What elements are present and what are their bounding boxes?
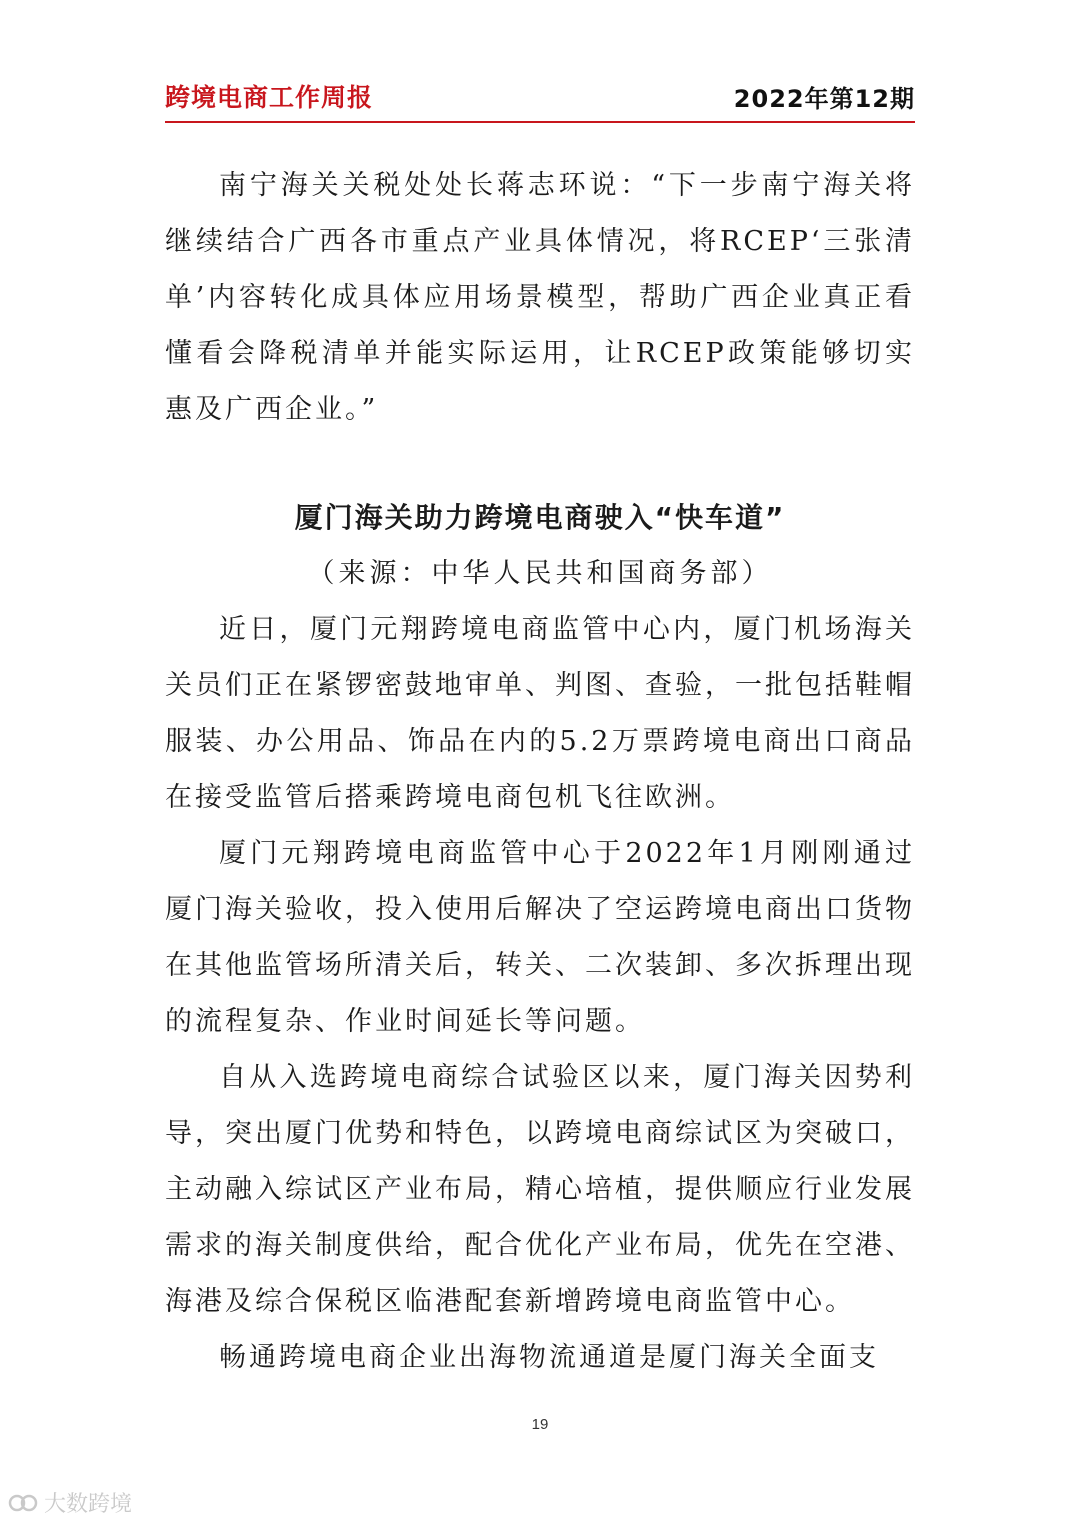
article-title: 厦门海关助力跨境电商驶入“快车道” — [294, 501, 786, 534]
body-paragraph: 自从入选跨境电商综合试验区以来，厦门海关因势利导，突出厦门优势和特色，以跨境电商综试区为突破口，主动融入综试区产业布局，精心培植，提供顺应行业发展需求的海关制度供给，配合优化产业布局，优先在空港、海港及综合保税区临港配套新增跨境电商监管中心。 — [165, 1062, 915, 1317]
body-paragraph: 南宁海关关税处处长蒋志环说：“下一步南宁海关将继续结合广西各市重点产业具体情况，将RCEP‘三张清单’内容转化成具体应用场景模型，帮助广西企业真正看懂看会降税清单并能实际运用，让RCEP政策能够切实惠及广西企业。” — [165, 170, 915, 425]
report-title: 跨境电商工作周报 — [165, 83, 374, 112]
body-paragraph: 近日，厦门元翔跨境电商监管中心内，厦门机场海关关员们正在紧锣密鼓地审单、判图、查验，一批包括鞋帽服装、办公用品、饰品在内的5.2万票跨境电商出口商品在接受监管后搭乘跨境电商包机飞往欧洲。 — [165, 614, 915, 813]
body-paragraph: 畅通跨境电商企业出海物流通道是厦门海关全面支 — [219, 1342, 879, 1373]
watermark — [8, 1487, 132, 1518]
article-source: （来源：中华人民共和国商务部） — [307, 558, 773, 589]
issue-number: 2022年第12期 — [733, 84, 915, 113]
page-body — [165, 158, 915, 1386]
body-paragraph: 厦门元翔跨境电商监管中心于2022年1月刚刚通过厦门海关验收，投入使用后解决了空运跨境电商出口货物在其他监管场所清关后，转关、二次装卸、多次拆理出现的流程复杂、作业时间延长等问题。 — [165, 838, 915, 1037]
watermark-logo-icon — [8, 1492, 38, 1514]
header-divider — [165, 121, 915, 123]
watermark-text: 大数跨境 — [44, 1492, 133, 1517]
page-number: 19 — [531, 1416, 549, 1433]
page-header — [165, 76, 915, 116]
